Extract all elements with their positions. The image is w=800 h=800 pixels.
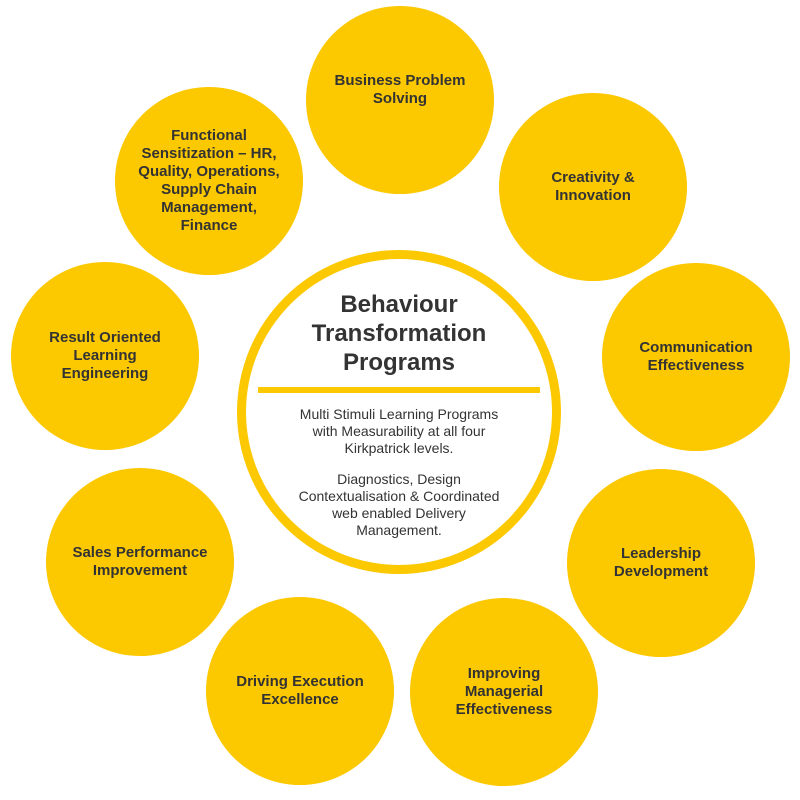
program-label: Functional Sensitization – HR, Quality, Operations, Supply Chain Management, Finance bbox=[138, 127, 280, 234]
program-label: Leadership Development bbox=[613, 545, 709, 580]
center-circle bbox=[237, 250, 561, 574]
center-title: Behaviour Transformation Programs bbox=[311, 291, 487, 376]
program-circle-communication-effectiveness bbox=[602, 263, 790, 451]
center-description-measurability: Multi Stimuli Learning Programs with Measurability at all four Kirkpatrick levels. bbox=[299, 406, 499, 456]
program-circle-creativity-innovation bbox=[499, 93, 687, 281]
program-circle-business-problem-solving bbox=[306, 6, 494, 194]
program-circle-functional-sensitization bbox=[115, 87, 303, 275]
program-label: Result Oriented Learning Engineering bbox=[49, 329, 161, 382]
program-circle-leadership-development bbox=[567, 469, 755, 657]
program-label: Communication Effectiveness bbox=[639, 339, 753, 374]
program-circle-managerial-effectiveness bbox=[410, 598, 598, 786]
program-circle-result-oriented-learning bbox=[11, 262, 199, 450]
center-description-diagnostics: Diagnostics, Design Contextualisation & Coordinated web enabled Delivery Management. bbox=[298, 471, 500, 538]
center-circle-inner bbox=[246, 259, 552, 565]
program-label: Improving Managerial Effectiveness bbox=[455, 665, 553, 718]
program-label: Sales Performance Improvement bbox=[72, 544, 208, 579]
program-label: Driving Execution Excellence bbox=[236, 673, 364, 708]
program-circle-driving-execution bbox=[206, 597, 394, 785]
program-circle-sales-performance bbox=[46, 468, 234, 656]
center-divider bbox=[258, 387, 540, 393]
program-label: Business Problem Solving bbox=[334, 72, 466, 107]
program-label: Creativity & Innovation bbox=[551, 169, 635, 204]
